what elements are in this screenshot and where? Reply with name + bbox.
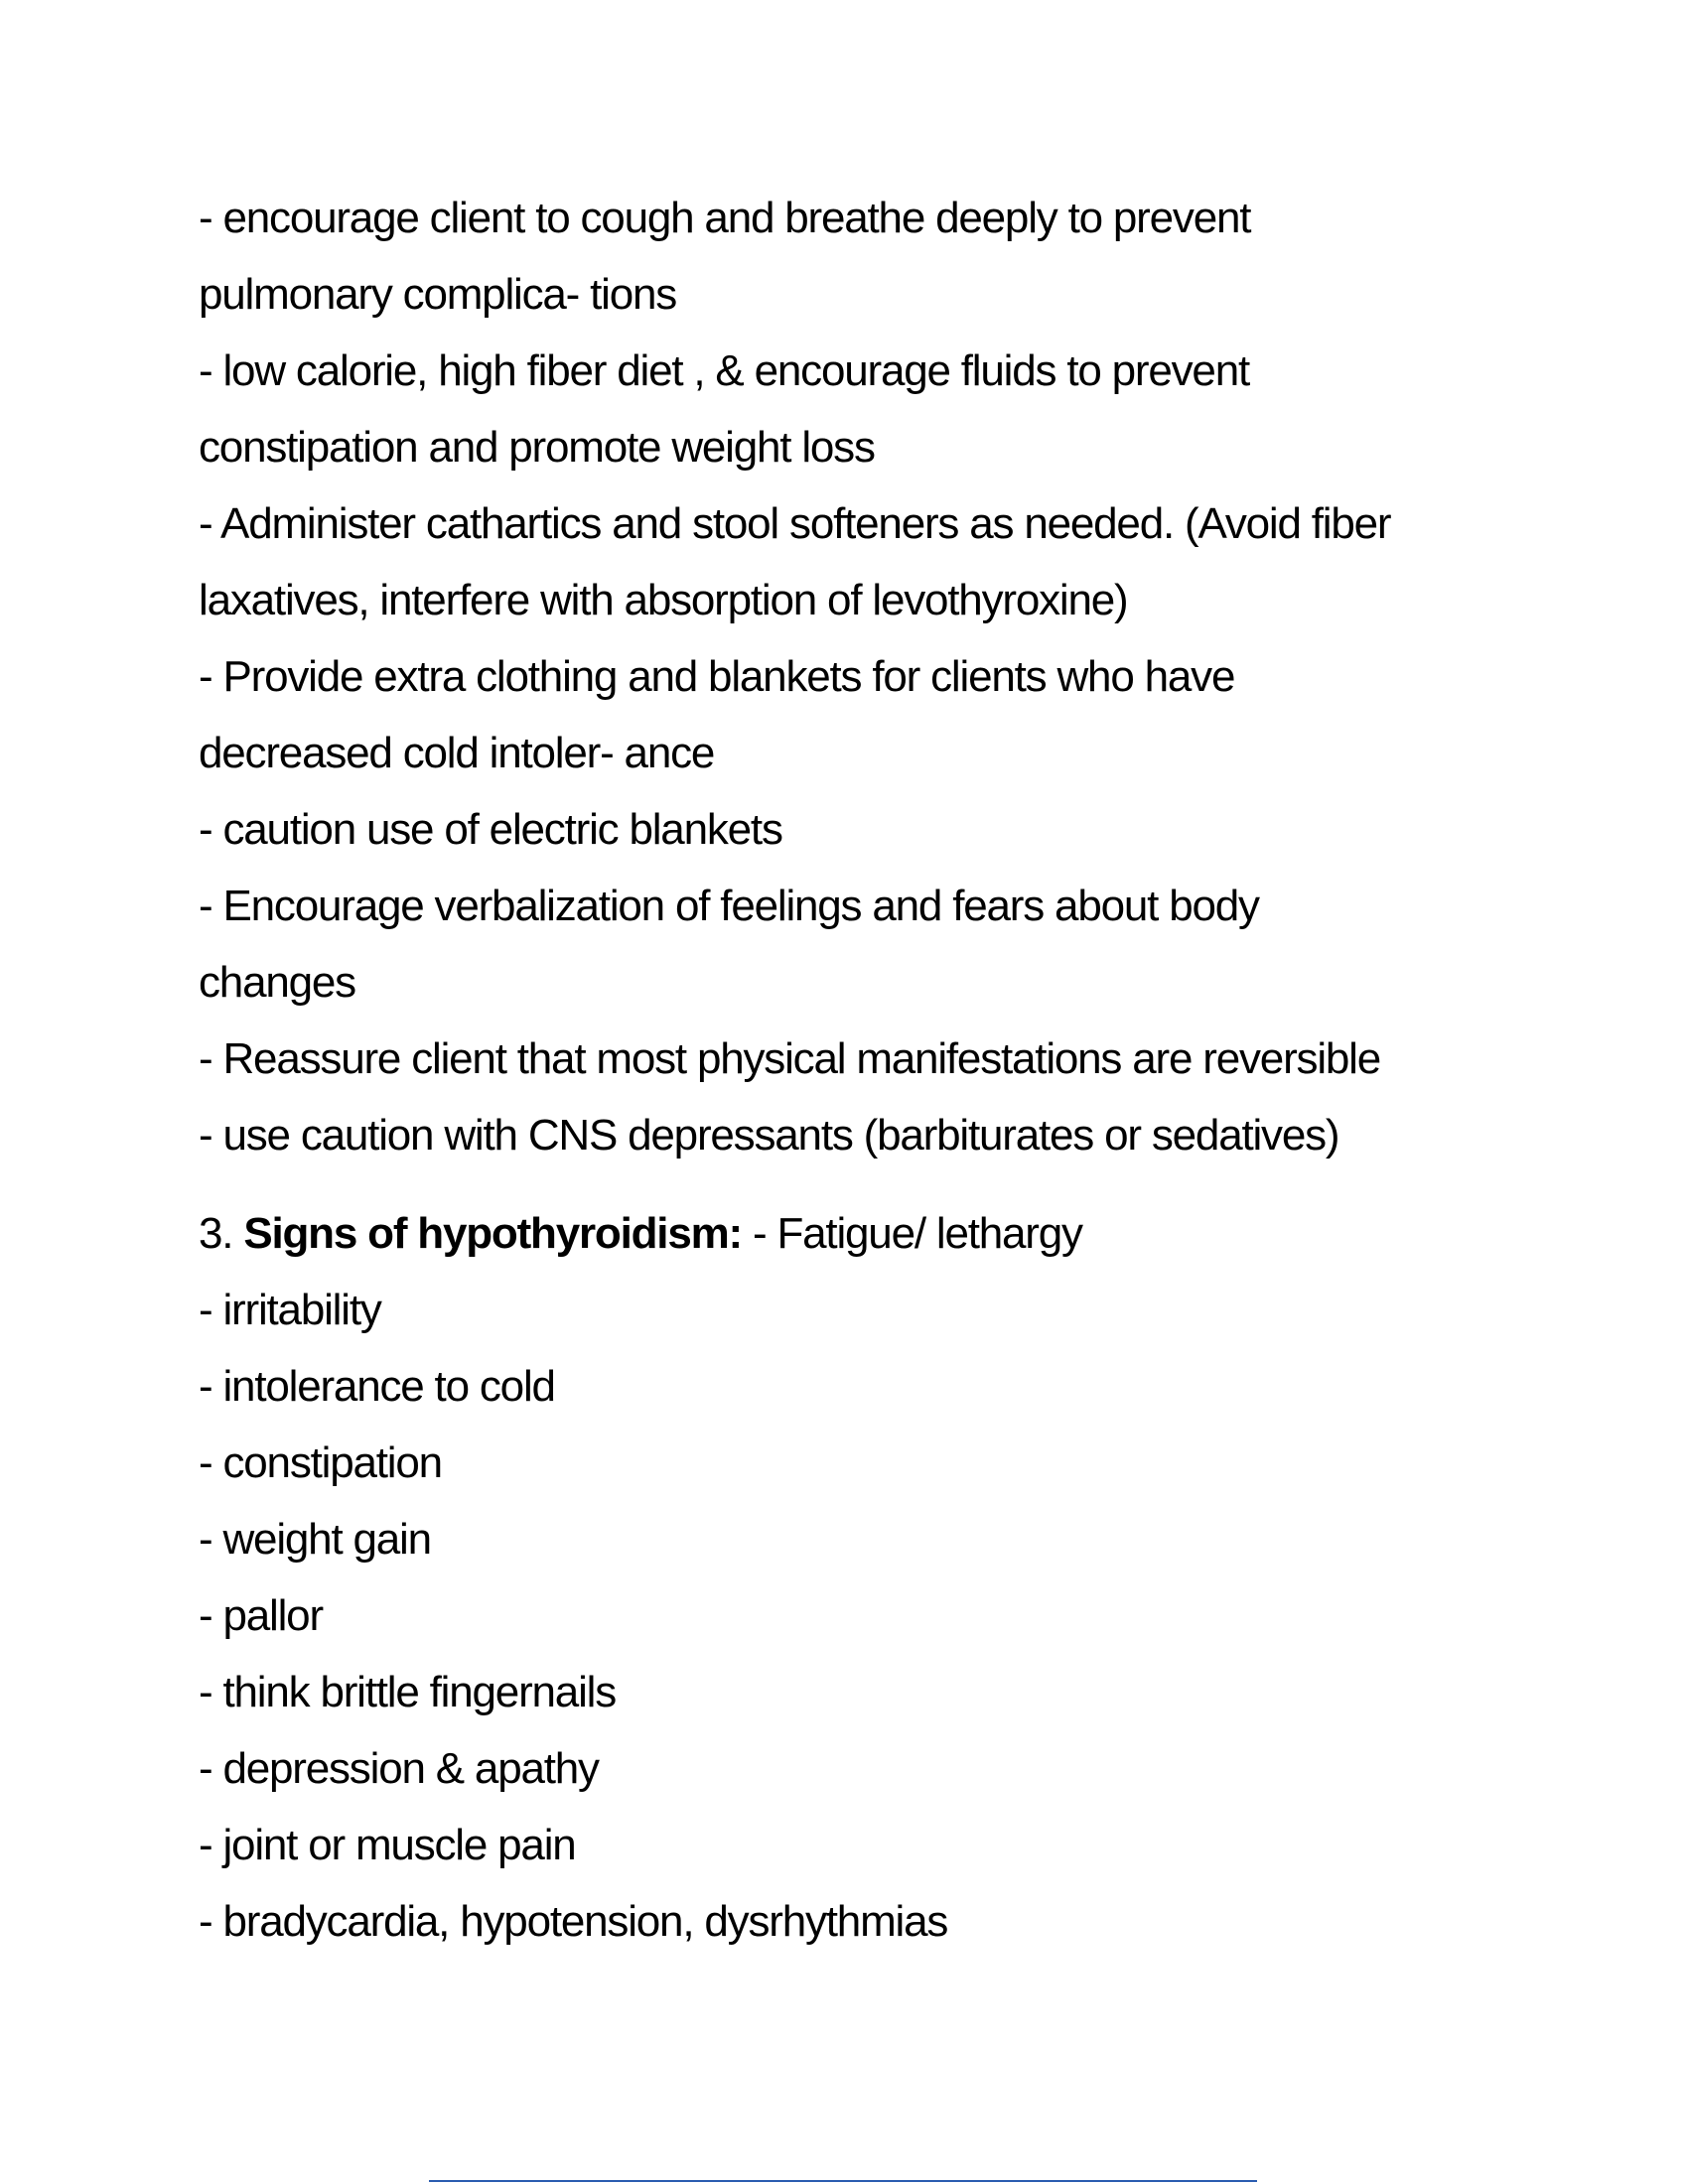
symptom-line: - depression & apathy bbox=[199, 1744, 599, 1793]
note-line: - caution use of electric blankets bbox=[199, 805, 782, 854]
note-line: - use caution with CNS depressants (barbiturates or sedatives) bbox=[199, 1111, 1339, 1160]
section-heading-trailing-text: - Fatigue/ lethargy bbox=[741, 1209, 1082, 1258]
symptom-line: - bradycardia, hypotension, dysrhythmias bbox=[199, 1897, 948, 1946]
note-line: constipation and promote weight loss bbox=[199, 423, 875, 472]
symptom-line: - weight gain bbox=[199, 1515, 431, 1564]
symptom-line: - think brittle fingernails bbox=[199, 1668, 617, 1716]
note-line: pulmonary complica- tions bbox=[199, 270, 677, 319]
note-line: decreased cold intoler- ance bbox=[199, 729, 715, 777]
symptom-line: - irritability bbox=[199, 1286, 381, 1334]
section-title: Signs of hypothyroidism: bbox=[243, 1209, 742, 1258]
section-heading bbox=[199, 1195, 1390, 1272]
note-line: - Provide extra clothing and blankets for clients who have bbox=[199, 652, 1235, 701]
note-line: - Reassure client that most physical manifestations are reversible bbox=[199, 1034, 1381, 1083]
notes-text-block bbox=[199, 180, 1390, 1960]
symptom-line: - joint or muscle pain bbox=[199, 1821, 576, 1869]
note-line: laxatives, interfere with absorption of levothyroxine) bbox=[199, 576, 1128, 624]
note-line: changes bbox=[199, 958, 355, 1007]
symptom-line: - intolerance to cold bbox=[199, 1362, 555, 1411]
symptom-line: - pallor bbox=[199, 1591, 323, 1640]
section-number: 3. bbox=[199, 1209, 244, 1258]
symptom-line: - constipation bbox=[199, 1438, 442, 1487]
note-line: - Administer cathartics and stool softeners as needed. (Avoid fiber bbox=[199, 499, 1391, 548]
page-bottom-rule bbox=[429, 2180, 1257, 2182]
note-line: - low calorie, high fiber diet , & encourage fluids to prevent bbox=[199, 346, 1249, 395]
note-line: - encourage client to cough and breathe deeply to prevent bbox=[199, 194, 1251, 242]
note-line: - Encourage verbalization of feelings and fears about body bbox=[199, 882, 1259, 930]
